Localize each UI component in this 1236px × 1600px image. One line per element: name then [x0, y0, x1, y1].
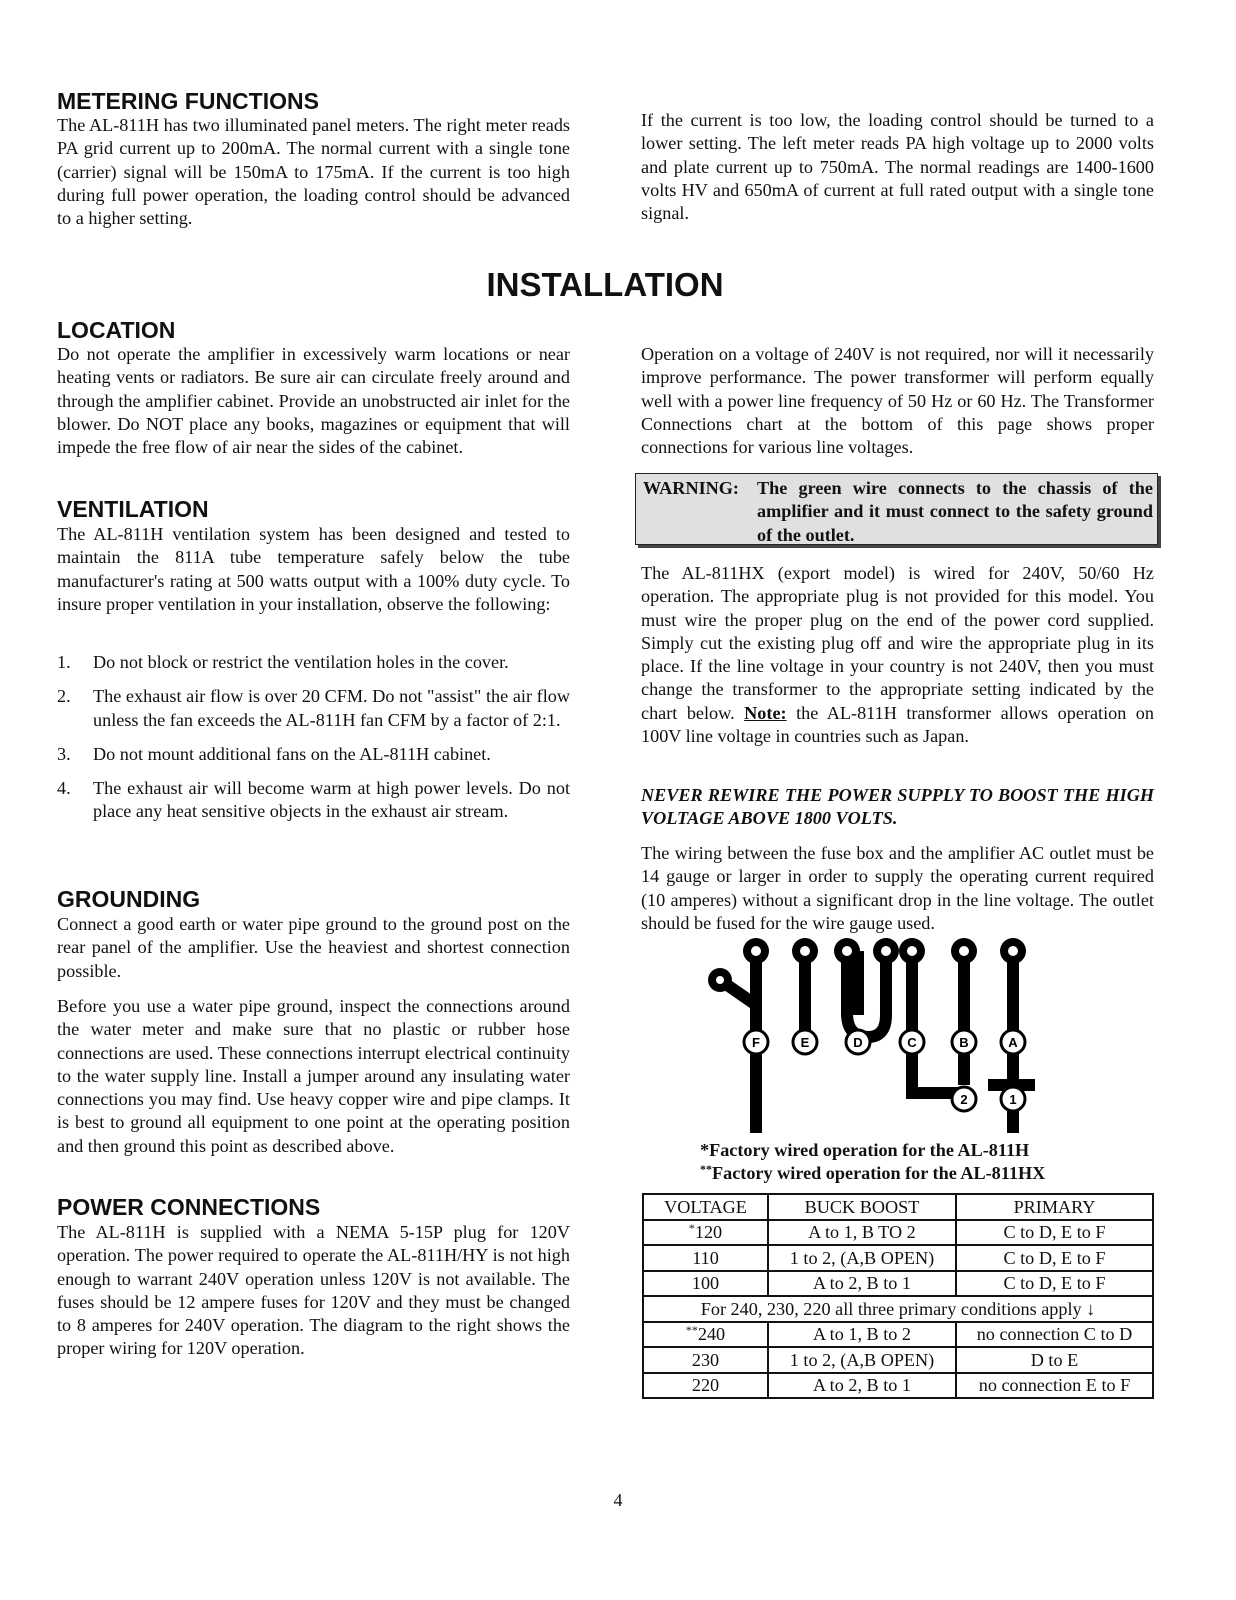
table-row: 100 A to 2, B to 1 C to D, E to F: [643, 1271, 1153, 1297]
table-note-row: [643, 1296, 1153, 1322]
list-item: 4. The exhaust air will become warm at high power levels. Do not place any heat sensitive objects in the exhaust air stream.: [57, 778, 570, 822]
terminal-a-label: A: [1008, 1035, 1018, 1050]
grounding-text-2: Before you use a water pipe ground, inspect the connections around the water meter and make sure that no plastic or rubber hose connections are used. These connections interrupt electrical continuity to the water supply line. Install a jumper around any insulating water connections you may find. Use heavy copper wire and pipe clamps. It is best to ground all equipment to one point at the operating position and then ground this point as described above.: [57, 996, 570, 1156]
list-item: 1. Do not block or restrict the ventilation holes in the cover.: [57, 652, 509, 672]
voltage-text: Operation on a voltage of 240V is not required, nor will it necessarily improve performance. The power transformer will perform equally well with a power line frequency of 50 Hz or 60 Hz. The Transformer Connections chart at the bottom of this page shows proper connections for various line voltages.: [641, 344, 1154, 458]
table-header-row: [643, 1194, 1153, 1220]
terminal-f-label: F: [752, 1035, 760, 1050]
wiring-gauge-text: The wiring between the fuse box and the amplifier AC outlet must be 14 gauge or larger in order to supply the operating current required (10 amperes) without a significant drop in the line voltage. The outlet should be fused for the wire gauge used.: [641, 843, 1154, 933]
caption-al811hx: **Factory wired operation for the AL-811HX: [700, 1162, 1046, 1183]
table-header: VOLTAGE: [643, 1194, 768, 1220]
warning-label: WARNING:: [643, 478, 739, 498]
table-row: 110 1 to 2, (A,B OPEN) C to D, E to F: [643, 1245, 1153, 1271]
metering-left-text: The AL-811H has two illuminated panel meters. The right meter reads PA grid current up to 200mA. The normal current with a single tone (carrier) signal will be 150mA to 175mA. If the current is too high during full power operation, the loading control should be advanced to a higher setting.: [57, 115, 570, 229]
table-note: For 240, 230, 220 all three primary conditions apply ↓: [643, 1296, 1153, 1322]
wiring-diagram: [690, 935, 1050, 1135]
caption-al811h: *Factory wired operation for the AL-811H: [700, 1140, 1030, 1160]
ventilation-text: The AL-811H ventilation system has been designed and tested to maintain the 811A tube temperature safely below the tube manufacturer's rating at 500 watts output with a 100% duty cycle. To insure proper ventilation in your installation, observe the following:: [57, 524, 570, 614]
terminal-d-label: D: [853, 1035, 863, 1050]
note-label: Note:: [744, 702, 787, 723]
terminal-e-label: E: [800, 1035, 810, 1050]
table-row: **240 A to 1, B to 2 no connection C to D: [643, 1322, 1153, 1348]
table-row: 230 1 to 2, (A,B OPEN) D to E: [643, 1347, 1153, 1373]
table-row: *120 A to 1, B TO 2 C to D, E to F: [643, 1220, 1153, 1246]
table-header: PRIMARY: [956, 1194, 1153, 1220]
location-heading: LOCATION: [57, 317, 176, 343]
list-item: 3. Do not mount additional fans on the AL-811H cabinet.: [57, 743, 491, 764]
ventilation-list: [57, 651, 570, 835]
never-rewire-warning: NEVER REWIRE THE POWER SUPPLY TO BOOST THE HIGH VOLTAGE ABOVE 1800 VOLTS.: [641, 785, 1154, 829]
export-model-text: The AL-811HX (export model) is wired for 240V, 50/60 Hz operation. The appropriate plug is not provided for this model. You must wire the proper plug on the end of the power cord supplied. Simply cut the existing plug off and wire the appropriate plug in its place. If the line voltage in your country is not 240V, then you must change the transformer to the appropriate setting indicated by the chart below. Note: the AL-811H transformer allows operation on 100V line voltage in countries such as Japan.: [641, 563, 1154, 747]
warning-text: The green wire connects to the chassis of the amplifier and it must connect to the safety ground of the outlet.: [757, 478, 1153, 545]
metering-heading: METERING FUNCTIONS: [57, 88, 319, 114]
grounding-text-1: Connect a good earth or water pipe ground to the ground post on the rear panel of the amplifier. Use the heaviest and shortest connection possible.: [57, 914, 570, 981]
metering-right-text: If the current is too low, the loading control should be turned to a lower setting. The left meter reads PA high voltage up to 2000 volts and plate current up to 750mA. The normal readings are 1400-1600 volts HV and 650mA of current at full rated output with a single tone signal.: [641, 110, 1154, 224]
table-header: BUCK BOOST: [768, 1194, 956, 1220]
terminal-1-label: 1: [1009, 1092, 1017, 1107]
terminal-c-label: C: [907, 1035, 917, 1050]
warning-box: [635, 473, 1158, 545]
table-row: 220 A to 2, B to 1 no connection E to F: [643, 1373, 1153, 1399]
list-item: 2. The exhaust air flow is over 20 CFM. Do not "assist" the air flow unless the fan exceeds the AL-811H fan CFM by a factor of 2:1.: [57, 686, 570, 730]
location-text: Do not operate the amplifier in excessively warm locations or near heating vents or radiators. Be sure air can circulate freely around and through the amplifier cabinet. Provide an unobstructed air inlet for the blower. Do NOT place any books, magazines or equipment that will impede the free flow of air near the sides of the cabinet.: [57, 344, 570, 458]
terminal-2-label: 2: [960, 1092, 968, 1107]
grounding-heading: GROUNDING: [57, 886, 201, 912]
terminal-b-label: B: [959, 1035, 969, 1050]
power-text: The AL-811H is supplied with a NEMA 5-15P plug for 120V operation. The power required to operate the AL-811H/HY is not high enough to warrant 240V operation unless 120V is not available. The fuses should be 12 ampere fuses for 120V and they must be changed to 8 amperes for 240V operation. The diagram to the right shows the proper wiring for 120V operation.: [57, 1222, 570, 1359]
power-heading: POWER CONNECTIONS: [57, 1194, 321, 1220]
page-number: 4: [613, 1490, 623, 1510]
transformer-connections-table: [642, 1193, 1154, 1399]
ventilation-heading: VENTILATION: [57, 496, 209, 522]
installation-title: INSTALLATION: [486, 266, 724, 303]
